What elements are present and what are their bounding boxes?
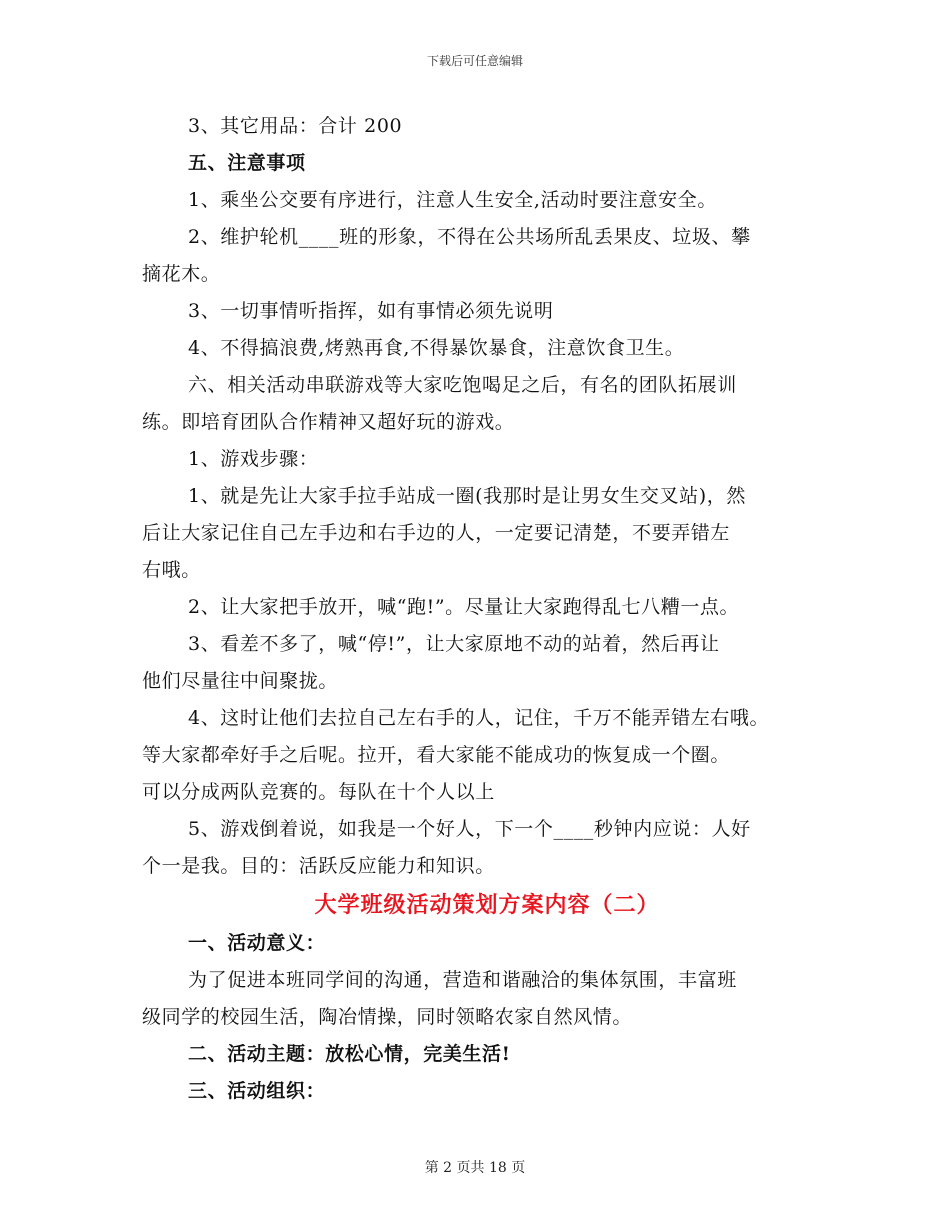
paragraph-line: 3、看差不多了，喊“停!”，让大家原地不动的站着，然后再让 bbox=[188, 633, 720, 655]
page-header: 下载后可任意编辑 bbox=[426, 54, 523, 68]
paragraph-line: 5、游戏倒着说，如我是一个好人，下一个____秒钟内应说：人好 bbox=[188, 818, 751, 840]
paragraph-line: 3、一切事情听指挥，如有事情必须先说明 bbox=[188, 300, 554, 322]
section-heading: 三、活动组织： bbox=[188, 1080, 326, 1102]
paragraph-line: 摘花木。 bbox=[142, 263, 221, 285]
paragraph-line: 可以分成两队竞赛的。每队在十个人以上 bbox=[142, 781, 495, 803]
paragraph-line: 等大家都牵好手之后呢。拉开，看大家能不能成功的恢复成一个圈。 bbox=[142, 744, 731, 766]
paragraph-line: 2、让大家把手放开，喊“跑!”。尽量让大家跑得乱七八糟一点。 bbox=[188, 596, 740, 618]
page-footer: 第 2 页共 18 页 bbox=[424, 1160, 526, 1176]
document-body bbox=[142, 108, 832, 1110]
paragraph-line: 他们尽量往中间聚拢。 bbox=[142, 670, 339, 692]
paragraph-line: 六、相关活动串联游戏等大家吃饱喝足之后，有名的团队拓展训 bbox=[188, 374, 737, 396]
paragraph-line: 2、维护轮机____班的形象，不得在公共场所乱丢果皮、垃圾、攀 bbox=[188, 226, 751, 248]
section-heading: 一、活动意义： bbox=[188, 932, 326, 954]
paragraph-line: 个一是我。目的：活跃反应能力和知识。 bbox=[142, 855, 495, 877]
paragraph-line: 级同学的校园生活，陶冶情操，同时领略农家自然风情。 bbox=[142, 1006, 633, 1028]
paragraph-line: 1、乘坐公交要有序进行，注意人生安全,活动时要注意安全。 bbox=[188, 189, 717, 211]
paragraph-line: 1、就是先让大家手拉手站成一圈(我那时是让男女生交叉站)，然 bbox=[188, 485, 746, 507]
document-title: 大学班级活动策划方案内容（二） bbox=[314, 892, 660, 918]
paragraph-line: 4、这时让他们去拉自己左右手的人，记住，千万不能弄错左右哦。 bbox=[188, 707, 770, 729]
paragraph-line: 后让大家记住自己左手边和右手边的人，一定要记清楚，不要弄错左 bbox=[142, 522, 731, 544]
section-heading: 二、活动主题：放松心情，完美生活! bbox=[188, 1043, 511, 1065]
paragraph-line: 4、不得搞浪费,烤熟再食,不得暴饮暴食，注意饮食卫生。 bbox=[188, 337, 685, 359]
paragraph-line: 右哦。 bbox=[142, 559, 201, 581]
section-heading: 五、注意事项 bbox=[188, 152, 306, 174]
paragraph-line: 练。即培育团队合作精神又超好玩的游戏。 bbox=[142, 411, 515, 433]
paragraph-line: 3、其它用品：合计 200 bbox=[188, 115, 403, 137]
paragraph-line: 1、游戏步骤： bbox=[188, 448, 319, 470]
paragraph-line: 为了促进本班同学间的沟通，营造和谐融洽的集体氛围，丰富班 bbox=[188, 969, 737, 991]
